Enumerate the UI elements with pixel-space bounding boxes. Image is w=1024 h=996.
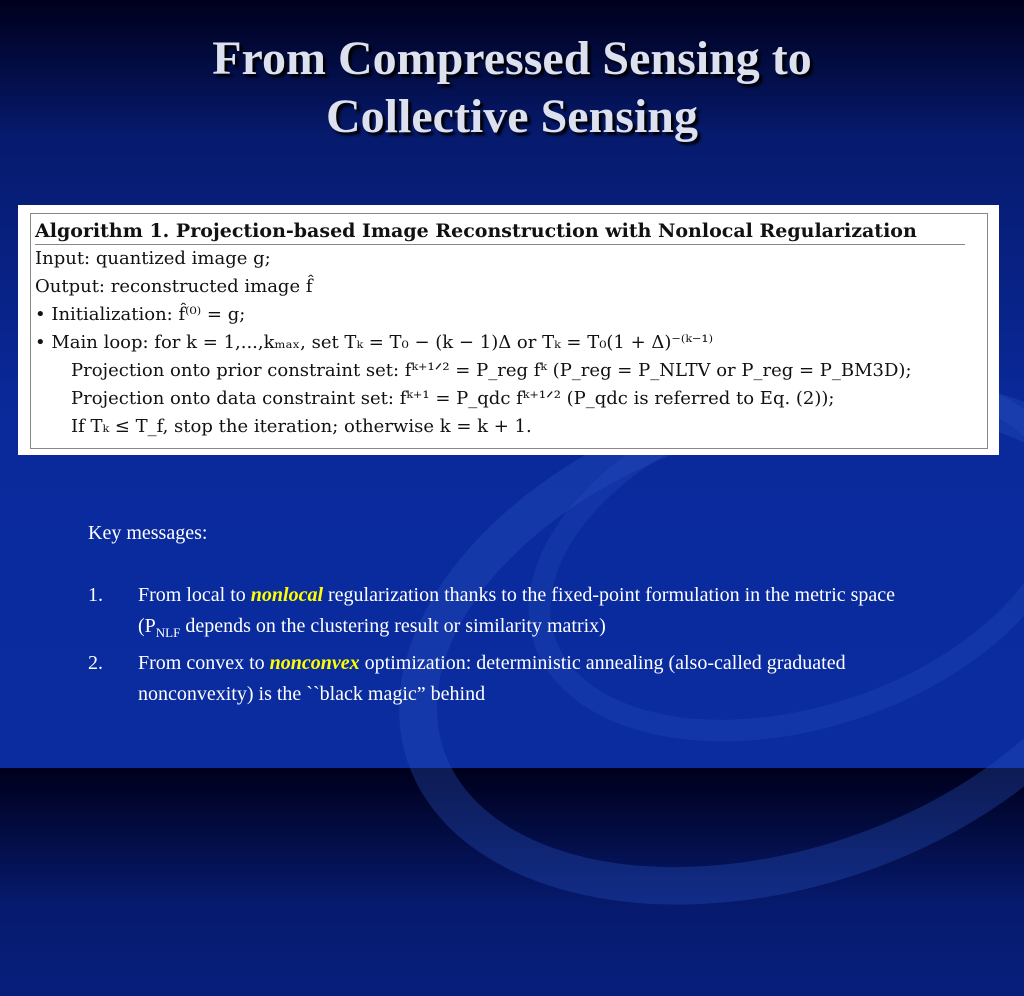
highlight-nonconvex: nonconvex	[269, 652, 360, 674]
item-number: 1.	[88, 584, 103, 606]
algorithm-prior-projection-line: Projection onto prior constraint set: fᵏ⁺¹ᐟ² = P_reg fᵏ (P_reg = P_NLTV or P_reg = P_BM3D);	[71, 360, 912, 381]
algorithm-mainloop-line: • Main loop: for k = 1,...,kₘₐₓ, set Tₖ = T₀ − (k − 1)Δ or Tₖ = T₀(1 + Δ)⁻⁽ᵏ⁻¹⁾	[35, 332, 714, 353]
key-message-item-2	[88, 648, 938, 710]
algorithm-frame	[30, 213, 988, 449]
key-message-item-1	[88, 580, 938, 648]
algorithm-header: Algorithm 1. Projection-based Image Reconstruction with Nonlocal Regularization	[35, 218, 965, 245]
item-text-tail: depends on the clustering result or similarity matrix)	[180, 615, 606, 637]
algorithm-data-projection-line: Projection onto data constraint set: fᵏ⁺¹ = P_qdc fᵏ⁺¹ᐟ² (P_qdc is referred to Eq. (2));	[71, 388, 835, 409]
algorithm-input-line: Input: quantized image g;	[35, 248, 271, 269]
title-line-2: Collective Sensing	[326, 90, 698, 143]
key-messages	[88, 518, 938, 710]
subscript-nlf: NLF	[155, 625, 181, 640]
algorithm-init-line: • Initialization: f̂⁽⁰⁾ = g;	[35, 304, 246, 325]
item-text-pre: From local to	[138, 584, 251, 606]
algorithm-box	[18, 205, 999, 455]
algorithm-output-line: Output: reconstructed image f̂	[35, 276, 313, 297]
item-number: 2.	[88, 652, 103, 674]
title-line-1: From Compressed Sensing to	[212, 32, 812, 85]
key-messages-heading: Key messages:	[88, 522, 208, 544]
item-text-post: regularization thanks to the fixed-point formulation in the metric space (P	[138, 584, 896, 637]
item-text-pre: From convex to	[138, 652, 270, 674]
item-text-post: optimization: deterministic annealing (also-called graduated nonconvexity) is the ``black magic” behind	[138, 652, 846, 705]
highlight-nonlocal: nonlocal	[250, 584, 324, 606]
algorithm-stop-line: If Tₖ ≤ T_f, stop the iteration; otherwise k = k + 1.	[71, 416, 532, 437]
slide-title	[0, 30, 1024, 146]
